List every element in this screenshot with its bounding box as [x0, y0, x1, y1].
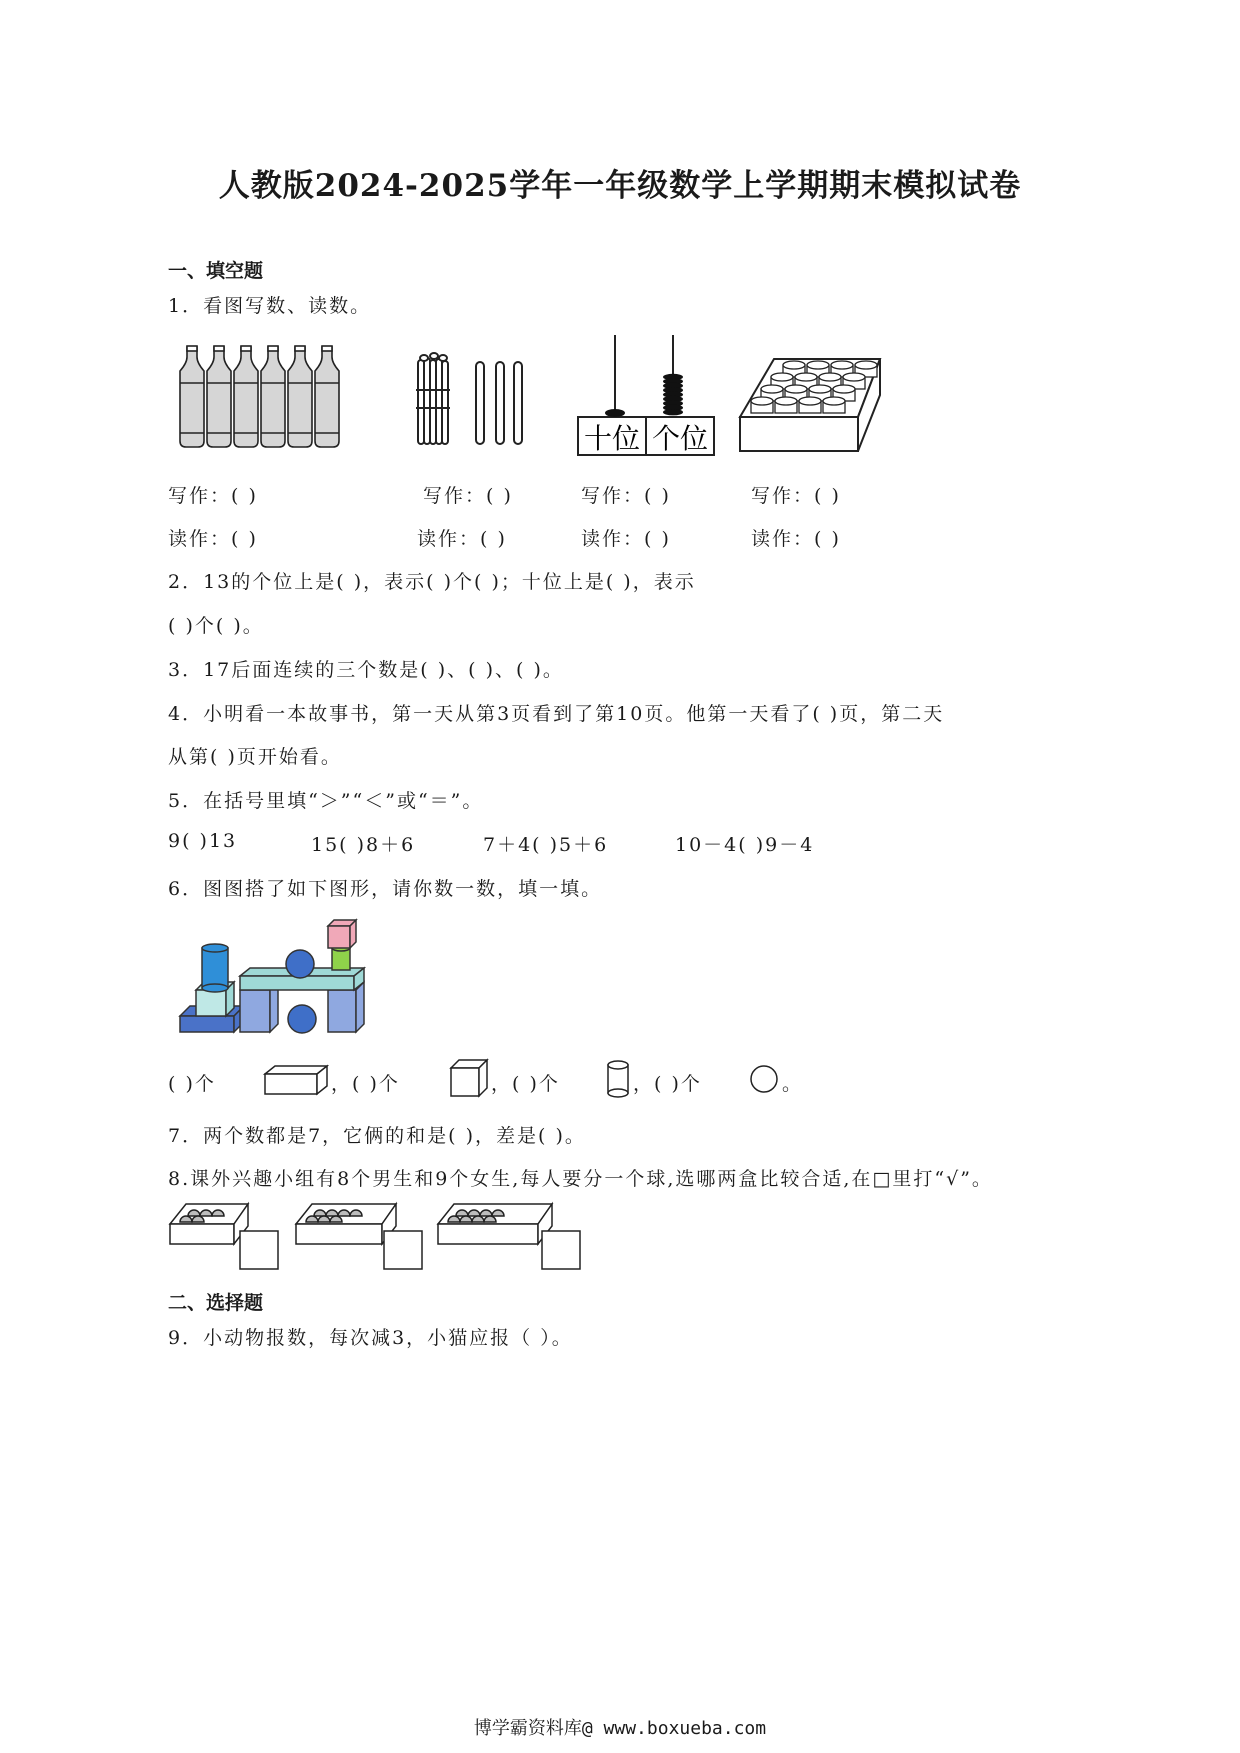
block-structure-figure: [176, 918, 368, 1036]
question-9-text: 9．小动物报数，每次减3，小猫应报（ ）。: [168, 1327, 573, 1349]
bottle: [261, 346, 285, 447]
ball: [192, 1216, 204, 1222]
question-2-line-2: ( )个( )。: [168, 615, 264, 637]
q5-compare-3[interactable]: 7＋4( )5＋6: [483, 834, 609, 856]
ball: [306, 1216, 318, 1222]
q5-compare-1[interactable]: 9( )13: [168, 830, 238, 852]
pcube-side-shape: [350, 920, 356, 948]
bottle: [207, 346, 231, 447]
ball: [448, 1216, 460, 1222]
ball: [318, 1216, 330, 1222]
question-2-line-1: 2．13的个位上是( )，表示( )个( )；十位上是( )，表示: [168, 571, 696, 593]
base-front-shape: [180, 1016, 234, 1032]
pillar-l-front-shape: [240, 990, 270, 1032]
ball: [468, 1210, 480, 1216]
q1-write-2[interactable]: 写作：( ): [423, 485, 513, 507]
bottle: [180, 346, 204, 447]
bottles-figure: [175, 345, 345, 450]
pillar-r-front-shape: [328, 990, 356, 1032]
ball: [484, 1216, 496, 1222]
ball: [480, 1210, 492, 1216]
ones-place-label: 个位: [651, 422, 709, 455]
cube-front-shape: [196, 990, 226, 1016]
checkbox-box-3[interactable]: [542, 1231, 580, 1269]
checkbox-box-1[interactable]: [240, 1231, 278, 1269]
question-4-line-2: 从第( )页开始看。: [168, 746, 342, 768]
sphere-icon: [750, 1065, 780, 1095]
ball: [188, 1210, 200, 1216]
box-cylinder: [751, 397, 773, 413]
ball: [338, 1210, 350, 1216]
page-title: 人教版2024-2025学年一年级数学上学期期末模拟试卷: [218, 168, 1022, 204]
ball-tray: [438, 1204, 552, 1244]
pcube-front-shape: [328, 926, 350, 948]
question-4-line-1: 4．小明看一本故事书，第一天从第3页看到了第10页。他第一天看了( )页，第二天: [168, 703, 945, 725]
box-cylinder: [823, 397, 845, 413]
ball-top-shape: [286, 950, 314, 978]
cylinder-box-figure: [738, 355, 883, 455]
tens-place-label: 十位: [583, 422, 641, 455]
question-6-text: 6．图图搭了如下图形，请你数一数，填一填。: [168, 878, 603, 900]
q1-read-3[interactable]: 读作：( ): [581, 528, 671, 550]
cylinder-icon: [606, 1060, 632, 1098]
bottle: [315, 346, 339, 447]
ball-tray: [296, 1204, 396, 1244]
q6-answer-cuboid[interactable]: ( )个: [168, 1073, 216, 1095]
bottle: [288, 346, 312, 447]
ball-tray: [170, 1204, 248, 1244]
ball: [314, 1210, 326, 1216]
question-3-text: 3．17后面连续的三个数是( )、( )、( )。: [168, 659, 564, 681]
q6-answer-sphere[interactable]: ，( )个: [633, 1073, 702, 1095]
checkbox-box-2[interactable]: [384, 1231, 422, 1269]
q6-period: 。: [782, 1073, 804, 1095]
footer-watermark: 博学霸资料库@ www.boxueba.com: [473, 1718, 767, 1739]
q5-compare-2[interactable]: 15( )8＋6: [311, 834, 416, 856]
sticks-figure: [410, 350, 530, 450]
box-cylinder: [799, 397, 821, 413]
abacus-figure: [577, 333, 717, 458]
ball: [200, 1210, 212, 1216]
bottle: [234, 346, 258, 447]
question-5-text: 5．在括号里填“＞”“＜”或“＝”。: [168, 790, 484, 812]
section-heading-fill-in: 一、填空题: [168, 260, 264, 282]
pillar-r-side-shape: [356, 982, 364, 1032]
ball: [212, 1210, 224, 1216]
q6-answer-cube[interactable]: ，( )个: [331, 1073, 400, 1095]
question-8-text: 8.课外兴趣小组有8个男生和9个女生,每人要分一个球,选哪两盒比较合适,在□里打“√”。: [168, 1168, 993, 1190]
ball: [472, 1216, 484, 1222]
ball-boxes-figure: [168, 1200, 588, 1275]
ball: [350, 1210, 362, 1216]
cube-icon: [449, 1058, 489, 1098]
ball: [492, 1210, 504, 1216]
ball: [460, 1216, 472, 1222]
ball: [456, 1210, 468, 1216]
cuboid-icon: [263, 1064, 331, 1096]
abacus-bead: [663, 409, 683, 415]
q1-write-3[interactable]: 写作：( ): [581, 485, 671, 507]
cyl-bottom-shape: [202, 984, 228, 992]
q1-read-4[interactable]: 读作：( ): [751, 528, 841, 550]
q5-compare-4[interactable]: 10－4( )9－4: [675, 834, 815, 856]
box-cylinder: [775, 397, 797, 413]
question-7-text: 7．两个数都是7，它俩的和是( )，差是( )。: [168, 1125, 586, 1147]
cyl-body-shape: [202, 948, 228, 988]
ball: [330, 1216, 342, 1222]
q1-write-1[interactable]: 写作：( ): [168, 485, 258, 507]
ball-mid-shape: [288, 1005, 316, 1033]
q1-read-1[interactable]: 读作：( ): [168, 528, 258, 550]
q1-write-4[interactable]: 写作：( ): [751, 485, 841, 507]
q1-read-2[interactable]: 读作：( ): [417, 528, 507, 550]
ball: [326, 1210, 338, 1216]
ball: [180, 1216, 192, 1222]
section-heading-choice: 二、选择题: [168, 1292, 264, 1314]
cyl-top-shape: [202, 944, 228, 952]
question-1-text: 1．看图写数、读数。: [168, 295, 372, 317]
q6-answer-cylinder[interactable]: ，( )个: [491, 1073, 560, 1095]
